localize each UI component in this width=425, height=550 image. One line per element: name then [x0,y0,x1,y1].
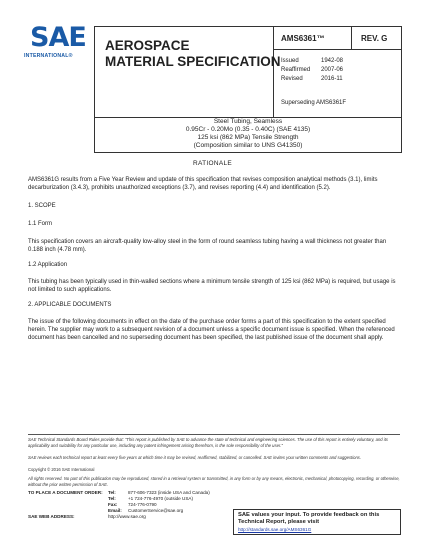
rationale-heading: RATIONALE [192,160,233,167]
date-block: Issued 1942-08 Reaffirmed 2007-06 Revised 2016-11 [281,58,344,82]
subject-box [94,116,402,153]
paragraph: The issue of the following documents in effect on the date of the purchase order forms a part of this specification to the extent specified herein. The supplier may work to a subsequent revision of a document unless a specific document issue is specified. When the referenced document has been cancelled and no superseding document has been specified, the last published issue of the document shall apply. [28,319,395,342]
subject-line: Steel Tubing, Seamless [213,118,283,125]
feedback-text: SAE values your input. To provide feedback on this Technical Report, please visit [238,512,380,525]
header-box [94,26,402,118]
email-link[interactable]: CustomerService@sae.org [128,508,184,513]
footer-rule [28,434,400,435]
feedback-link[interactable]: http://standards.sae.org/AMS6361G [238,527,312,532]
rationale-text: AMS6361G results from a Five Year Review and update of this specification that revises composition analytical methods (3.1), limits decarburization (3.4.3), prohibits unauthorized exceptions (3.7), and revises reporting (4.4) and identification (5.2). [28,177,378,192]
subject-line: (Composition similar to UNS G41350) [193,142,303,149]
footer-disclaimer: SAE Technical Standards Board Rules provide that: "This report is published by SAE to advance the state of technical and engineering sciences. The use of this report is entirely voluntary, and its applicability and suitability for any particular use, including any patent infringement arising therefrom, is the sole responsibility of the user." [28,437,388,448]
phone-number: 877-606-7323 (inside USA and Canada) [128,490,210,495]
revised-date: 2016-11 [321,76,343,82]
fax-number: 724-776-0790 [128,502,157,507]
logo-subtitle: INTERNATIONAL® [24,53,73,59]
document-type-title: AEROSPACE MATERIAL SPECIFICATION [105,38,281,69]
header-divider [273,49,401,50]
phone-number: +1 724-776-4970 (outside USA) [128,496,193,501]
feedback-box [233,509,401,535]
revision-label: REV. G [361,34,388,43]
header-divider [351,27,352,49]
superseding-note: Superseding AMS6361F [281,100,347,106]
footer-disclaimer: All rights reserved. No part of this publication may be reproduced, stored in a retrieval system or transmitted, in any form or by any means, electronic, mechanical, photocopying, recording, or otherwise, without the prior written permission of SAE. [28,476,400,487]
web-link[interactable]: http://www.sae.org [108,514,146,519]
footer-disclaimer: SAE reviews each technical report at least every five years at which time it may be revised, reaffirmed, stabilized, or cancelled. SAE invites your written comments and suggestions. [28,455,362,460]
paragraph: This specification covers an aircraft-quality low-alloy steel in the form of round seamless tubing having a wall thickness not greater than 0.188 inch (4.78 mm). [28,239,387,254]
section-heading: 2. APPLICABLE DOCUMENTS [28,302,112,308]
subsection-heading: 1.1 Form [28,221,53,227]
subsection-heading: 1.2 Application [28,262,68,268]
order-contact-block: TO PLACE A DOCUMENT ORDER: Tel: 877-606-7323 (inside USA and Canada) Tel: +1 724-776-4970 (outside USA) Fax: 724-776-0790 Email: CustomerService@sae.org SAE WEB ADDRESS: http://www.sae.org [28,490,210,519]
subject-line: 0.95Cr - 0.20Mo (0.35 - 0.40C) (SAE 4135) [185,126,311,133]
reaffirmed-date: 2007-06 [321,67,344,73]
document-number: AMS6361™ [281,34,325,43]
subject-line: 125 ksi (862 MPa) Tensile Strength [197,134,299,141]
section-heading: 1. SCOPE [28,203,56,209]
copyright: Copyright © 2016 SAE International [28,467,95,472]
sae-logo [24,24,84,64]
logo-letters: SAE [30,22,86,53]
issued-date: 1942-08 [321,58,344,64]
paragraph: This tubing has been typically used in thin-walled sections where a minimum tensile strength of 125 ksi (862 MPa) is required, but usage is not limited to such applications. [28,279,396,294]
